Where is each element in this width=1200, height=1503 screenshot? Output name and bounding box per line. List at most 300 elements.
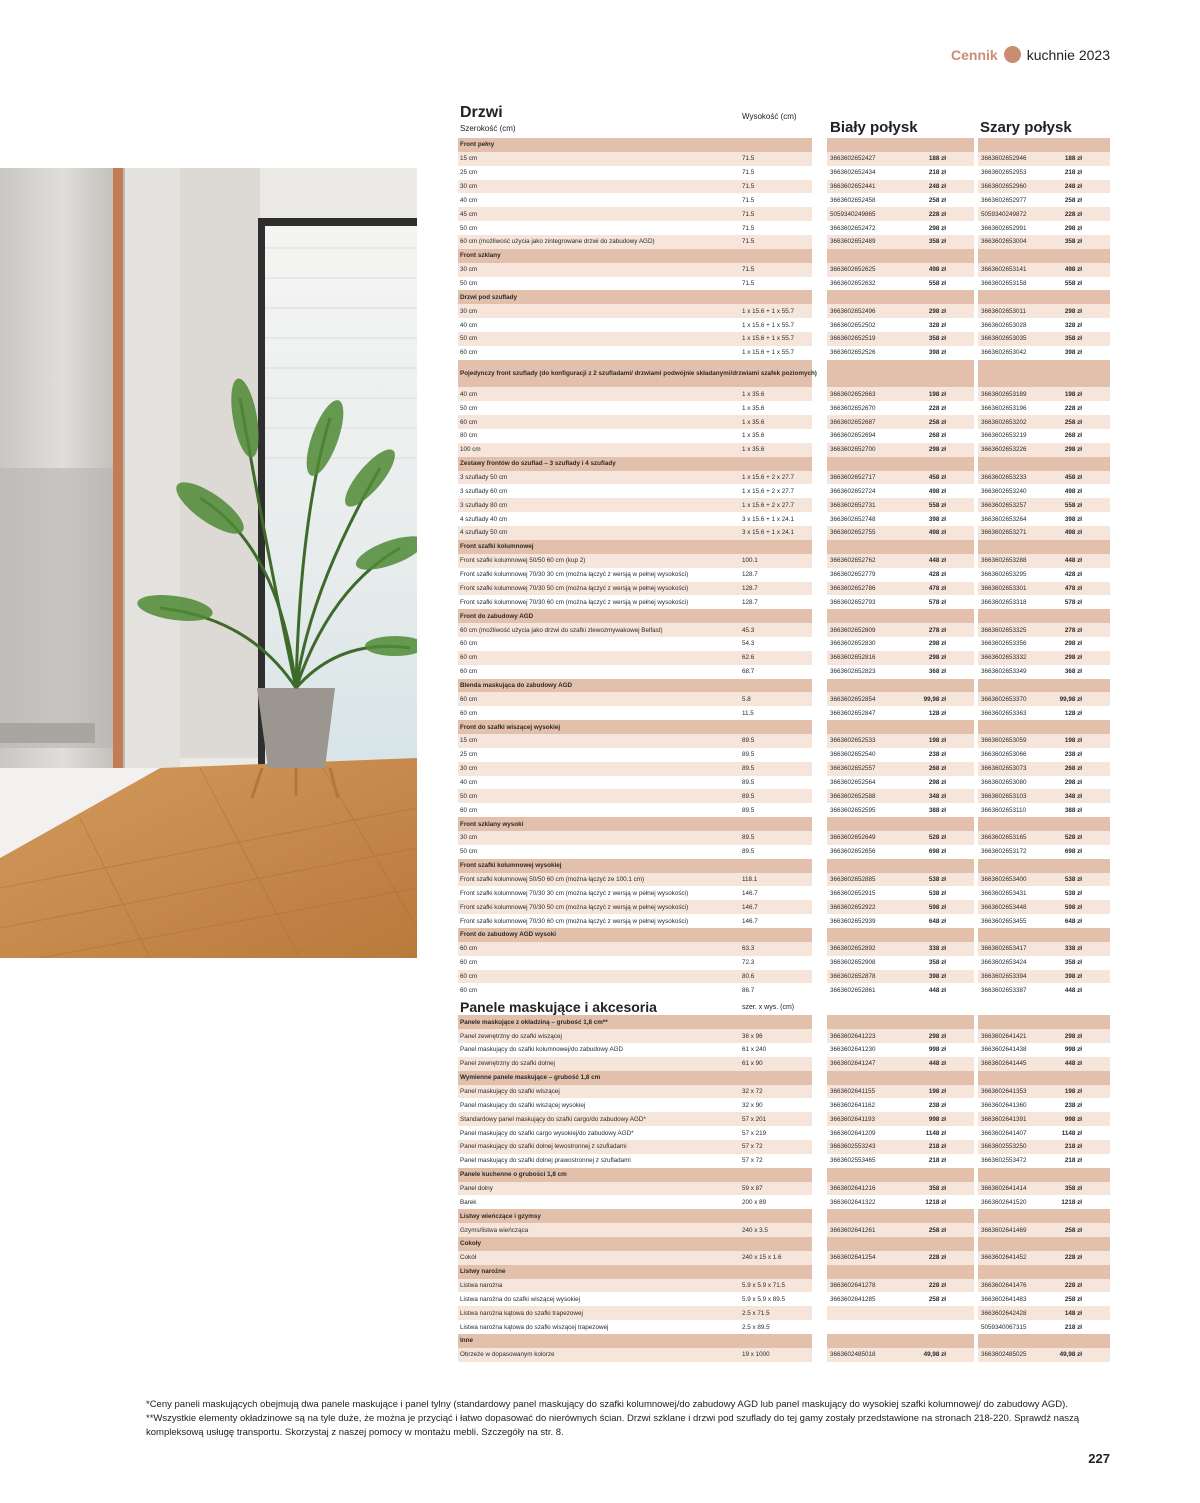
grey-gloss-cell <box>978 582 1110 596</box>
ean-code: 3663602652519 <box>830 335 876 343</box>
white-gloss-cell <box>827 484 974 498</box>
price: 298 zł <box>928 224 946 232</box>
row-description-text: 60 cm <box>460 972 478 980</box>
white-cell <box>827 817 974 831</box>
row-description-text: Panel zewnętrzny do szafki dolnej <box>460 1060 555 1068</box>
page-number: 227 <box>1088 1451 1110 1466</box>
grey-gloss-cell <box>978 845 1110 859</box>
row-description <box>458 1306 742 1320</box>
ean-code: 3663602653318 <box>981 598 1027 606</box>
price: 448 zł <box>928 1060 946 1068</box>
table-row <box>458 1029 1110 1043</box>
table-row <box>458 1223 1110 1237</box>
row-description <box>458 817 812 831</box>
row-description-text: 60 cm (możliwość użycia jako zintegrowane drzwi do zabudowy AGD) <box>460 238 655 246</box>
price: 338 zł <box>1064 945 1082 953</box>
row-dimension-text: 71.5 <box>742 210 755 218</box>
row-dimension <box>742 277 812 291</box>
price: 298 zł <box>1064 307 1082 315</box>
white-gloss-cell <box>827 803 974 817</box>
row-description <box>458 540 812 554</box>
row-dimension-text: 71.5 <box>742 155 755 163</box>
price: 238 zł <box>928 751 946 759</box>
price: 99,98 zł <box>1059 695 1082 703</box>
white-gloss-cell <box>827 554 974 568</box>
row-description <box>458 526 742 540</box>
price: 258 zł <box>928 196 946 204</box>
price: 228 zł <box>1064 404 1082 412</box>
white-gloss-cell <box>827 387 974 401</box>
row-description <box>458 928 812 942</box>
table-row <box>458 748 1110 762</box>
white-gloss-cell <box>827 831 974 845</box>
price: 258 zł <box>928 1226 946 1234</box>
row-description-text: Front szafki kolumnowej 70/30 50 cm (można łączyć z wersją w pełnej wysokości) <box>460 903 689 911</box>
price: 49,98 zł <box>923 1351 946 1359</box>
grey-gloss-cell <box>978 332 1110 346</box>
grey-gloss-cell <box>978 498 1110 512</box>
row-description <box>460 221 738 235</box>
row-dimension <box>742 1043 812 1057</box>
row-description-text: 60 cm <box>460 668 478 676</box>
row-dimension-text: 45.3 <box>742 626 755 634</box>
row-description-text: 4 szuflady 50 cm <box>460 529 508 537</box>
table-row <box>458 1348 1110 1362</box>
row-description <box>458 942 742 956</box>
price: 538 zł <box>1064 889 1082 897</box>
row-description-text: Front do zabudowy AGD wysoki <box>460 931 556 939</box>
white-gloss-cell <box>827 1057 974 1071</box>
white-gloss-cell <box>827 1292 974 1306</box>
white-gloss-cell <box>827 692 974 706</box>
table-row <box>458 415 1110 429</box>
ean-code: 3663602652878 <box>830 972 876 980</box>
row-description-text: 60 cm <box>460 959 478 967</box>
ean-code: 3663602653110 <box>981 806 1027 814</box>
price: 448 zł <box>1064 557 1082 565</box>
row-description-text: Panele maskujące z okładziną – grubość 1,8 cm** <box>460 1018 608 1026</box>
row-description <box>460 776 738 790</box>
price: 218 zł <box>928 169 946 177</box>
row-description-text: 80 cm <box>460 432 478 440</box>
row-description-text: 30 cm <box>460 834 478 842</box>
ean-code: 3663602652502 <box>830 321 876 329</box>
table-row <box>458 526 1110 540</box>
price: 998 zł <box>1064 1046 1082 1054</box>
row-dimension <box>742 734 812 748</box>
row-dimension <box>742 983 812 997</box>
ean-code: 3663602653011 <box>981 307 1027 315</box>
row-dimension-text: 89.5 <box>742 806 755 814</box>
row-description <box>458 831 742 845</box>
white-gloss-cell <box>827 415 974 429</box>
ean-code: 3663602553465 <box>830 1157 876 1165</box>
row-dimension <box>742 1292 812 1306</box>
row-description-text: Front szafki kolumnowej <box>460 543 534 551</box>
price: 598 zł <box>928 903 946 911</box>
price: 278 zł <box>928 626 946 634</box>
grey-cell <box>978 1265 1110 1279</box>
row-description <box>458 609 812 623</box>
ean-code: 3663602653196 <box>981 404 1027 412</box>
ean-code: 3663602485018 <box>830 1351 876 1359</box>
grey-cell <box>978 609 1110 623</box>
category-row <box>458 138 1110 152</box>
row-dimension <box>742 1306 812 1320</box>
price: 278 zł <box>1064 626 1082 634</box>
price: 188 zł <box>928 155 946 163</box>
ean-code: 3663602652458 <box>830 196 876 204</box>
row-dimension-text: 89.5 <box>742 792 755 800</box>
table-row <box>458 484 1110 498</box>
grey-cell <box>978 679 1110 693</box>
white-cell <box>827 1334 974 1348</box>
row-description-text: Cokół <box>460 1254 477 1262</box>
row-description <box>460 1195 738 1209</box>
row-dimension <box>742 221 812 235</box>
price: 348 zł <box>928 792 946 800</box>
row-description <box>458 789 742 803</box>
price: 198 zł <box>1064 390 1082 398</box>
ean-code: 3663602653035 <box>981 335 1027 343</box>
ean-code: 3663602652915 <box>830 889 876 897</box>
row-description-text: Panel dolny <box>460 1185 493 1193</box>
grey-gloss-cell <box>978 1057 1110 1071</box>
grey-gloss-cell <box>978 568 1110 582</box>
table-row <box>458 512 1110 526</box>
row-dimension <box>742 1182 812 1196</box>
row-description <box>460 193 738 207</box>
row-dimension-text: 19 x 1000 <box>742 1351 770 1359</box>
grey-cell <box>978 360 1110 388</box>
ean-code: 3663602653257 <box>981 501 1027 509</box>
row-description <box>460 166 738 180</box>
price: 238 zł <box>1064 751 1082 759</box>
ean-code: 3663602641483 <box>981 1295 1027 1303</box>
row-description-text: Front szafki kolumnowej wysokiej <box>460 862 562 870</box>
price: 268 zł <box>1064 765 1082 773</box>
table-row <box>458 900 1110 914</box>
table-row <box>458 332 1110 346</box>
row-description <box>458 1057 742 1071</box>
row-description <box>458 457 812 471</box>
row-description <box>458 1182 742 1196</box>
category-row <box>458 859 1110 873</box>
white-cell <box>827 679 974 693</box>
price: 228 zł <box>1064 1254 1082 1262</box>
white-gloss-cell <box>827 1140 974 1154</box>
price: 558 zł <box>1064 501 1082 509</box>
row-dimension <box>742 318 812 332</box>
price: 238 zł <box>1064 1101 1082 1109</box>
row-description-text: Front szafki kolumnowej 50/50 60 cm (kup 2) <box>460 557 586 565</box>
header-dot-icon <box>1004 46 1021 63</box>
white-cell <box>827 1265 974 1279</box>
ean-code: 3663602652434 <box>830 169 876 177</box>
row-description-text: Front szafki kolumnowej 50/50 60 cm (można łączyć ze 100.1 cm) <box>460 875 645 883</box>
row-dimension-text: 146.7 <box>742 917 758 925</box>
price: 228 zł <box>1064 210 1082 218</box>
row-description-text: Panele kuchenne o grubości 1,8 cm <box>460 1171 567 1179</box>
price: 228 zł <box>1064 1282 1082 1290</box>
row-description <box>458 332 742 346</box>
row-dimension <box>742 1085 812 1099</box>
row-description-text: 60 cm <box>460 986 478 994</box>
row-dimension <box>742 498 812 512</box>
footnote: *Ceny paneli maskujących obejmują dwa panele maskujące i panel tylny (standardowy panel maskujący do szafki kolumnowej/do zabudowy AGD lub panel maskujący do wysokiej szafki kolumnowej/ do zabudowy AGD). **Wszystkie elementy okładzinowe są na tyle duże, że można je przyciąć i łatwo dopasować do nierównych ścian. Drzwi szklane i drzwi pod szuflady do tej gamy zostały przedstawione na stronach 218-220. Sprawdź naszą kompleksową usługę transportu. Skorzystaj z naszej pomocy w montażu mebli. Szczegóły na str. 8. <box>146 1399 1080 1438</box>
table-row <box>458 277 1110 291</box>
grey-gloss-cell <box>978 1098 1110 1112</box>
price: 298 zł <box>928 778 946 786</box>
category-row <box>458 249 1110 263</box>
white-gloss-cell <box>827 914 974 928</box>
table-row <box>458 221 1110 235</box>
price: 368 zł <box>1064 668 1082 676</box>
row-description-text: Panel maskujący do szafki wiszącej wysokiej <box>460 1101 586 1109</box>
ean-code: 3663602653059 <box>981 737 1027 745</box>
table-row <box>458 568 1110 582</box>
category-row <box>458 720 1110 734</box>
white-cell <box>827 859 974 873</box>
white-gloss-cell <box>827 665 974 679</box>
white-gloss-cell <box>827 873 974 887</box>
row-dimension <box>742 873 812 887</box>
white-gloss-cell <box>827 706 974 720</box>
row-description <box>460 914 738 928</box>
grey-cell <box>978 1237 1110 1251</box>
row-dimension <box>742 776 812 790</box>
row-dimension <box>742 429 812 443</box>
ean-code: 3663602653073 <box>981 765 1027 773</box>
white-gloss-cell <box>827 1126 974 1140</box>
row-description-text: 30 cm <box>460 266 478 274</box>
ean-code: 3663602652946 <box>981 155 1027 163</box>
grey-gloss-cell <box>978 1085 1110 1099</box>
ean-code: 3663602652953 <box>981 169 1027 177</box>
grey-gloss-cell <box>978 1182 1110 1196</box>
row-dimension <box>742 554 812 568</box>
row-description <box>458 859 812 873</box>
row-description-text: 40 cm <box>460 321 478 329</box>
ean-code: 3663602652625 <box>830 266 876 274</box>
ean-code: 3663602652779 <box>830 571 876 579</box>
table-row <box>458 665 1110 679</box>
ean-code: 3663602653264 <box>981 515 1027 523</box>
price: 218 zł <box>1064 169 1082 177</box>
grey-gloss-cell <box>978 429 1110 443</box>
row-description-text: 60 cm (możliwość użycia jako drzwi do szafki zlewozmywakowej Belfast) <box>460 626 663 634</box>
table-row <box>458 623 1110 637</box>
row-description <box>458 263 742 277</box>
row-description-text: Standardowy panel maskujący do szafki cargo/do zabudowy AGD* <box>460 1115 646 1123</box>
ean-code: 3663602653103 <box>981 792 1027 800</box>
price: 258 zł <box>1064 1295 1082 1303</box>
row-dimension <box>742 512 812 526</box>
price: 498 zł <box>1064 487 1082 495</box>
grey-gloss-cell <box>978 748 1110 762</box>
price: 298 zł <box>1064 446 1082 454</box>
ean-code: 3663602652793 <box>830 598 876 606</box>
section-title: Panele maskujące i akcesoria <box>460 999 657 1016</box>
ean-code: 3663602641360 <box>981 1101 1027 1109</box>
table-row <box>458 582 1110 596</box>
column-white-gloss: Biały połysk <box>830 119 918 136</box>
table-row <box>458 387 1110 401</box>
row-dimension-text: 128.7 <box>742 571 758 579</box>
price: 358 zł <box>928 959 946 967</box>
row-dimension-text: 146.7 <box>742 903 758 911</box>
row-description-text: 50 cm <box>460 224 478 232</box>
price: 49,98 zł <box>1059 1351 1082 1359</box>
white-gloss-cell <box>827 235 974 249</box>
row-dimension <box>742 1057 812 1071</box>
row-dimension-text: 57 x 219 <box>742 1129 767 1137</box>
price: 538 zł <box>928 875 946 883</box>
ean-code: 3663602641285 <box>830 1295 876 1303</box>
row-description-text: Panel maskujący do szafki dolnej lewostronnej z szufladami <box>460 1143 627 1151</box>
ean-code: 3663602653219 <box>981 432 1027 440</box>
row-description <box>458 1168 812 1182</box>
row-dimension <box>742 623 812 637</box>
ean-code: 3663602652595 <box>830 806 876 814</box>
ean-code: 3663602652823 <box>830 668 876 676</box>
grey-gloss-cell <box>978 1195 1110 1209</box>
row-description <box>460 748 738 762</box>
price: 498 zł <box>1064 529 1082 537</box>
table-row <box>458 152 1110 166</box>
grey-gloss-cell <box>978 665 1110 679</box>
grey-gloss-cell <box>978 623 1110 637</box>
grey-gloss-cell <box>978 1320 1110 1334</box>
white-gloss-cell <box>827 1085 974 1099</box>
price: 128 zł <box>928 709 946 717</box>
row-dimension <box>742 637 812 651</box>
row-description-text: 4 szuflady 40 cm <box>460 515 508 523</box>
ean-code: 3663602653370 <box>981 695 1027 703</box>
table-row <box>458 651 1110 665</box>
row-description <box>458 692 742 706</box>
table-row <box>458 471 1110 485</box>
row-dimension <box>742 1098 812 1112</box>
white-gloss-cell <box>827 845 974 859</box>
ean-code: 3663602652526 <box>830 349 876 357</box>
row-dimension-text: 3 x 15.6 + 1 x 24.1 <box>742 529 794 537</box>
row-dimension-text: 1 x 15.6 + 2 x 27.7 <box>742 474 794 482</box>
price: 268 zł <box>928 765 946 773</box>
ean-code: 3663602652724 <box>830 487 876 495</box>
table-row <box>458 1195 1110 1209</box>
price: 398 zł <box>1064 349 1082 357</box>
category-row <box>458 609 1110 623</box>
ean-code: 3663602652762 <box>830 557 876 565</box>
row-dimension-text: 59 x 87 <box>742 1185 763 1193</box>
ean-code: 5059340249872 <box>981 210 1027 218</box>
row-dimension-text: 5.8 <box>742 695 751 703</box>
white-gloss-cell <box>827 498 974 512</box>
ean-code: 3663602653189 <box>981 390 1027 398</box>
white-gloss-cell <box>827 277 974 291</box>
white-gloss-cell <box>827 180 974 194</box>
ean-code: 3663602653042 <box>981 349 1027 357</box>
ean-code: 3663602652588 <box>830 792 876 800</box>
grey-gloss-cell <box>978 180 1110 194</box>
row-dimension <box>742 443 812 457</box>
row-dimension-text: 5.9 x 5.9 x 71.5 <box>742 1282 786 1290</box>
ean-code: 3663602641407 <box>981 1129 1027 1137</box>
row-description-text: Listwy wieńczące i gzymsy <box>460 1212 541 1220</box>
price: 448 zł <box>928 986 946 994</box>
white-gloss-cell <box>827 1251 974 1265</box>
grey-gloss-cell <box>978 401 1110 415</box>
price: 428 zł <box>928 571 946 579</box>
height-label: Wysokość (cm) <box>742 112 797 121</box>
row-dimension <box>742 568 812 582</box>
white-cell <box>827 1071 974 1085</box>
ean-code: 3663602652649 <box>830 834 876 842</box>
price: 268 zł <box>928 432 946 440</box>
price: 698 zł <box>928 848 946 856</box>
price: 188 zł <box>1064 155 1082 163</box>
row-dimension-text: 1 x 35.6 <box>742 390 765 398</box>
ean-code: 3663602652786 <box>830 584 876 592</box>
row-dimension-text: 89.5 <box>742 765 755 773</box>
ean-code: 3663602652632 <box>830 280 876 288</box>
grey-gloss-cell <box>978 942 1110 956</box>
row-description-text: Front do zabudowy AGD <box>460 612 534 620</box>
category-row <box>458 290 1110 304</box>
category-row <box>458 1265 1110 1279</box>
row-description <box>458 290 812 304</box>
ean-code: 3663602641421 <box>981 1032 1027 1040</box>
row-dimension <box>742 471 812 485</box>
white-cell <box>827 1168 974 1182</box>
row-description-text: Front szklany <box>460 252 501 260</box>
price: 218 zł <box>1064 1323 1082 1331</box>
price: 248 zł <box>1064 183 1082 190</box>
white-gloss-cell <box>827 401 974 415</box>
row-description-text: Listwa narożna kątowa do szafki wiszącej trapezowej <box>460 1323 609 1331</box>
grey-gloss-cell <box>978 263 1110 277</box>
price: 1218 zł <box>925 1198 946 1206</box>
row-description-text: Listwa narożna kątowa do szafki trapezowej <box>460 1309 583 1317</box>
ean-code: 3663602652977 <box>981 196 1027 204</box>
row-dimension <box>742 1223 812 1237</box>
table-header <box>458 100 1110 138</box>
row-description <box>458 1140 742 1154</box>
row-dimension-text: 128.7 <box>742 584 758 592</box>
table-row <box>458 831 1110 845</box>
row-description <box>458 1279 742 1293</box>
table-row <box>458 1279 1110 1293</box>
ean-code: 5059340067315 <box>981 1323 1027 1331</box>
price: 338 zł <box>928 945 946 953</box>
ean-code: 3663602641193 <box>830 1115 876 1123</box>
ean-code: 3663602652533 <box>830 737 876 745</box>
row-description <box>460 637 738 651</box>
white-cell <box>827 1209 974 1223</box>
white-gloss-cell <box>827 1223 974 1237</box>
row-dimension-text: 72.3 <box>742 959 755 967</box>
row-dimension <box>742 401 812 415</box>
row-description <box>458 651 742 665</box>
category-row <box>458 360 1110 388</box>
row-dimension <box>742 1348 812 1362</box>
white-gloss-cell <box>827 900 974 914</box>
row-description-text: Inne <box>460 1337 473 1345</box>
row-dimension-text: 1 x 35.6 <box>742 404 765 412</box>
price: 538 zł <box>1064 875 1082 883</box>
white-cell <box>827 540 974 554</box>
